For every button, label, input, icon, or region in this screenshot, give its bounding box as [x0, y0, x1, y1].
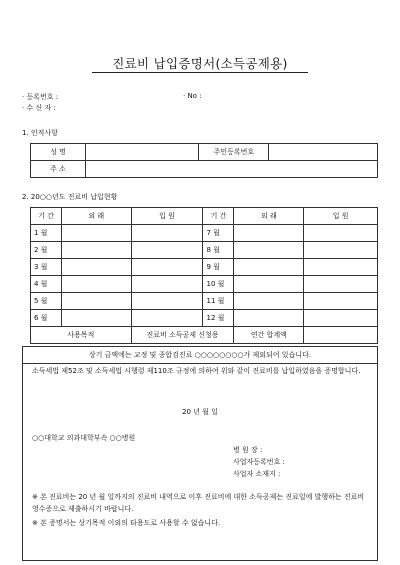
- inpatient-header-right: 입 원: [304, 208, 378, 225]
- note-period: ※ 본 진료비는 20 년 월 일까지의 진료비 내역으로 이후 진료비에 대한 소득공제는 진료일에 발행하는 진료비 영수증으로 제출하시기 바랍니다.: [32, 493, 365, 513]
- month-label: 8 월: [203, 242, 234, 259]
- section1-heading: 1. 인적사항: [22, 129, 58, 137]
- period-header-right: 기 간: [203, 208, 234, 225]
- section2-heading: 2. 20○○년도 진료비 납입현황: [22, 193, 118, 201]
- month-label: 10 월: [203, 276, 234, 293]
- month-label: 6 월: [31, 310, 62, 327]
- rrn-value: [269, 144, 378, 161]
- recipient-label: · 수 신 자 :: [22, 104, 56, 112]
- month-label: 11 월: [203, 293, 234, 310]
- inpatient-header-left: 입 원: [131, 208, 203, 225]
- purpose-label: 사용목적: [31, 327, 132, 344]
- month-label: 9 월: [203, 259, 234, 276]
- hospital-name: ○○대학교 의과대학부속 ○○병원: [32, 434, 136, 442]
- month-label: 5 월: [31, 293, 62, 310]
- business-address-label: 사업자 소재지 :: [233, 470, 281, 478]
- director-label: 병 원 장 :: [233, 446, 263, 454]
- certification-statement: 소득세법 제52조 및 소득세법 시행령 제110조 규정에 의하여 위와 같이 진료비를 납입하였음을 증명합니다.: [32, 367, 361, 375]
- registration-number-label: · 등록번호 :: [22, 93, 59, 101]
- business-number-label: 사업자등록번호 :: [233, 458, 285, 466]
- month-label: 4 월: [31, 276, 62, 293]
- address-value: [85, 161, 377, 178]
- annual-total-label: 연간 합계액: [234, 327, 304, 344]
- personal-info-table: [30, 143, 378, 178]
- note-usage-restriction: ※ 본 증명서는 상기목적 이외의 타용도로 사용할 수 없습니다.: [32, 519, 221, 527]
- address-label: 주 소: [31, 161, 86, 178]
- annual-total-value: [304, 327, 378, 344]
- month-label: 1 월: [31, 225, 62, 242]
- certification-date: 20 년 월 일: [182, 408, 218, 416]
- name-value: [85, 144, 199, 161]
- name-label: 성 명: [31, 144, 86, 161]
- month-label: 7 월: [203, 225, 234, 242]
- month-label: 2 월: [31, 242, 62, 259]
- period-header-left: 기 간: [31, 208, 62, 225]
- month-label: 12 월: [203, 310, 234, 327]
- month-label: 3 월: [31, 259, 62, 276]
- document-number-label: · No :: [183, 92, 202, 100]
- rrn-label: 주민등록번호: [199, 144, 269, 161]
- purpose-value: 진료비 소득공제 신청용: [131, 327, 234, 344]
- payment-status-table: [30, 207, 378, 344]
- title-underline: [92, 72, 308, 73]
- outpatient-header-left: 외 래: [61, 208, 131, 225]
- outpatient-header-right: 외 래: [234, 208, 304, 225]
- exclusion-note: 상기 금액에는 교정 및 종합검진료 ○○○○○○○○가 제외되어 있습니다.: [23, 347, 378, 364]
- certification-box: [22, 361, 378, 561]
- document-title: 진료비 납입증명서(소득공제용): [112, 56, 288, 71]
